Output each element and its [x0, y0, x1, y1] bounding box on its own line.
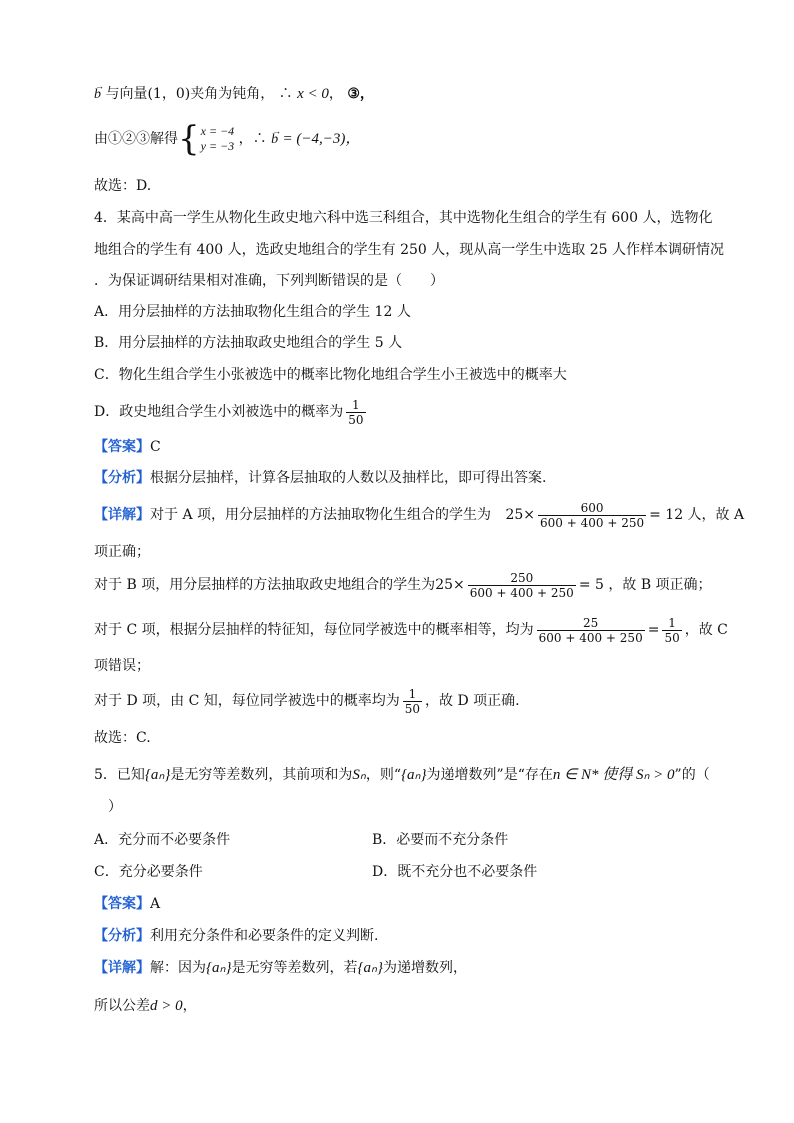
q5-detail: 【详解】解：因为{aₙ}是无穷等差数列，若{aₙ}为递增数列， — [94, 960, 467, 976]
q4-stem-line1: 4．某高中高一学生从物化生政史地六科中选三科组合，其中选物化生组合的学生有 600 人，选物化 — [94, 210, 713, 226]
fraction: $\frac{1}{50}$ — [348, 397, 364, 427]
q3-conclusion: 故选：D. — [94, 178, 152, 194]
q4-detail-b: 对于 B 项，用分层抽样的方法抽取政史地组合的学生为25× $\frac{250}{600 + 400 + 250}$ = 5 ，故 B 项正确； — [94, 570, 712, 600]
detail-label: 【详解】 — [94, 507, 150, 523]
fraction: $\frac{250}{600 + 400 + 250}$ — [469, 570, 574, 600]
answer-label: 【答案】 — [94, 439, 150, 455]
fraction: $\frac{600}{600 + 400 + 250}$ — [540, 500, 645, 530]
q4-stem-line3: ．为保证调研结果相对准确，下列判断错误的是（ ） — [94, 273, 444, 289]
q4-stem-line2: 地组合的学生有 400 人，选政史地组合的学生有 250 人，现从高一学生中选取 25 人作样本调研情况 — [94, 242, 724, 258]
q5-option-d: D．既不充分也不必要条件 — [372, 864, 538, 880]
q5-option-b: B．必要而不充分条件 — [372, 832, 509, 848]
q4-conclusion: 故选：C. — [94, 730, 151, 746]
q5-analysis: 【分析】利用充分条件和必要条件的定义判断. — [94, 928, 379, 944]
q5-answer: 【答案】A — [94, 896, 161, 912]
fraction: $\frac{1}{50}$ — [404, 686, 421, 716]
q5-option-c: C．充分必要条件 — [94, 864, 203, 880]
q5-last-line: 所以公差d > 0， — [94, 998, 197, 1014]
q4-answer: 【答案】C — [94, 439, 161, 455]
q4-analysis: 【分析】根据分层抽样，计算各层抽取的人数以及抽样比，即可得出答案. — [94, 470, 547, 486]
q3-line2: 由①②③解得{ x = −4 y = −3 ，∴ → b = (−4,−3)， — [94, 119, 361, 159]
equation-system: x = −4 y = −3 — [200, 124, 235, 153]
q5-option-a: A．充分而不必要条件 — [94, 832, 231, 848]
analysis-label: 【分析】 — [94, 470, 150, 486]
q4-detail-c: 对于 C 项，根据分层抽样的特征知，每位同学被选中的概率相等，均为 $\frac{25}{600 + 400 + 250}$ = $\frac{1}{50}$ ，故 C — [94, 615, 728, 645]
detail-label: 【详解】 — [94, 960, 150, 976]
q3-line1: → b 与向量(1，0)夹角为钝角， ∴ x < 0， ③， — [94, 84, 374, 105]
fraction: $\frac{1}{50}$ — [664, 615, 680, 645]
fraction: $\frac{25}{600 + 400 + 250}$ — [538, 615, 643, 645]
answer-label: 【答案】 — [94, 896, 150, 912]
q4-detail-c-cont: 项错误； — [94, 658, 150, 674]
vector-b: → b — [94, 81, 104, 102]
q5-stem-line1: 5．已知{aₙ}是无穷等差数列，其前项和为Sₙ，则“{aₙ}为递增数列”是“存在n ∈ N* 使得 Sₙ > 0”的（ — [94, 767, 710, 783]
q4-option-a: A．用分层抽样的方法抽取物化生组合的学生 12 人 — [94, 304, 411, 320]
q4-option-d: D．政史地组合学生小刘被选中的概率为 $\frac{1}{50}$ — [94, 397, 364, 427]
q4-detail-d: 对于 D 项，由 C 知，每位同学被选中的概率均为 $\frac{1}{50}$ ，故 D 项正确. — [94, 686, 520, 716]
q5-stem-line2: ） — [94, 799, 122, 815]
q4-detail-a: 【详解】对于 A 项，用分层抽样的方法抽取物化生组合的学生为 25× $\frac{600}{600 + 400 + 250}$ = 12 人，故 A — [94, 500, 745, 530]
q4-option-b: B．用分层抽样的方法抽取政史地组合的学生 5 人 — [94, 335, 403, 351]
q4-option-c: C．物化生组合学生小张被选中的概率比物化地组合学生小王被选中的概率大 — [94, 367, 567, 383]
q4-detail-a-cont: 项正确； — [94, 544, 150, 560]
brace-symbol: { — [178, 119, 200, 159]
analysis-label: 【分析】 — [94, 928, 150, 944]
